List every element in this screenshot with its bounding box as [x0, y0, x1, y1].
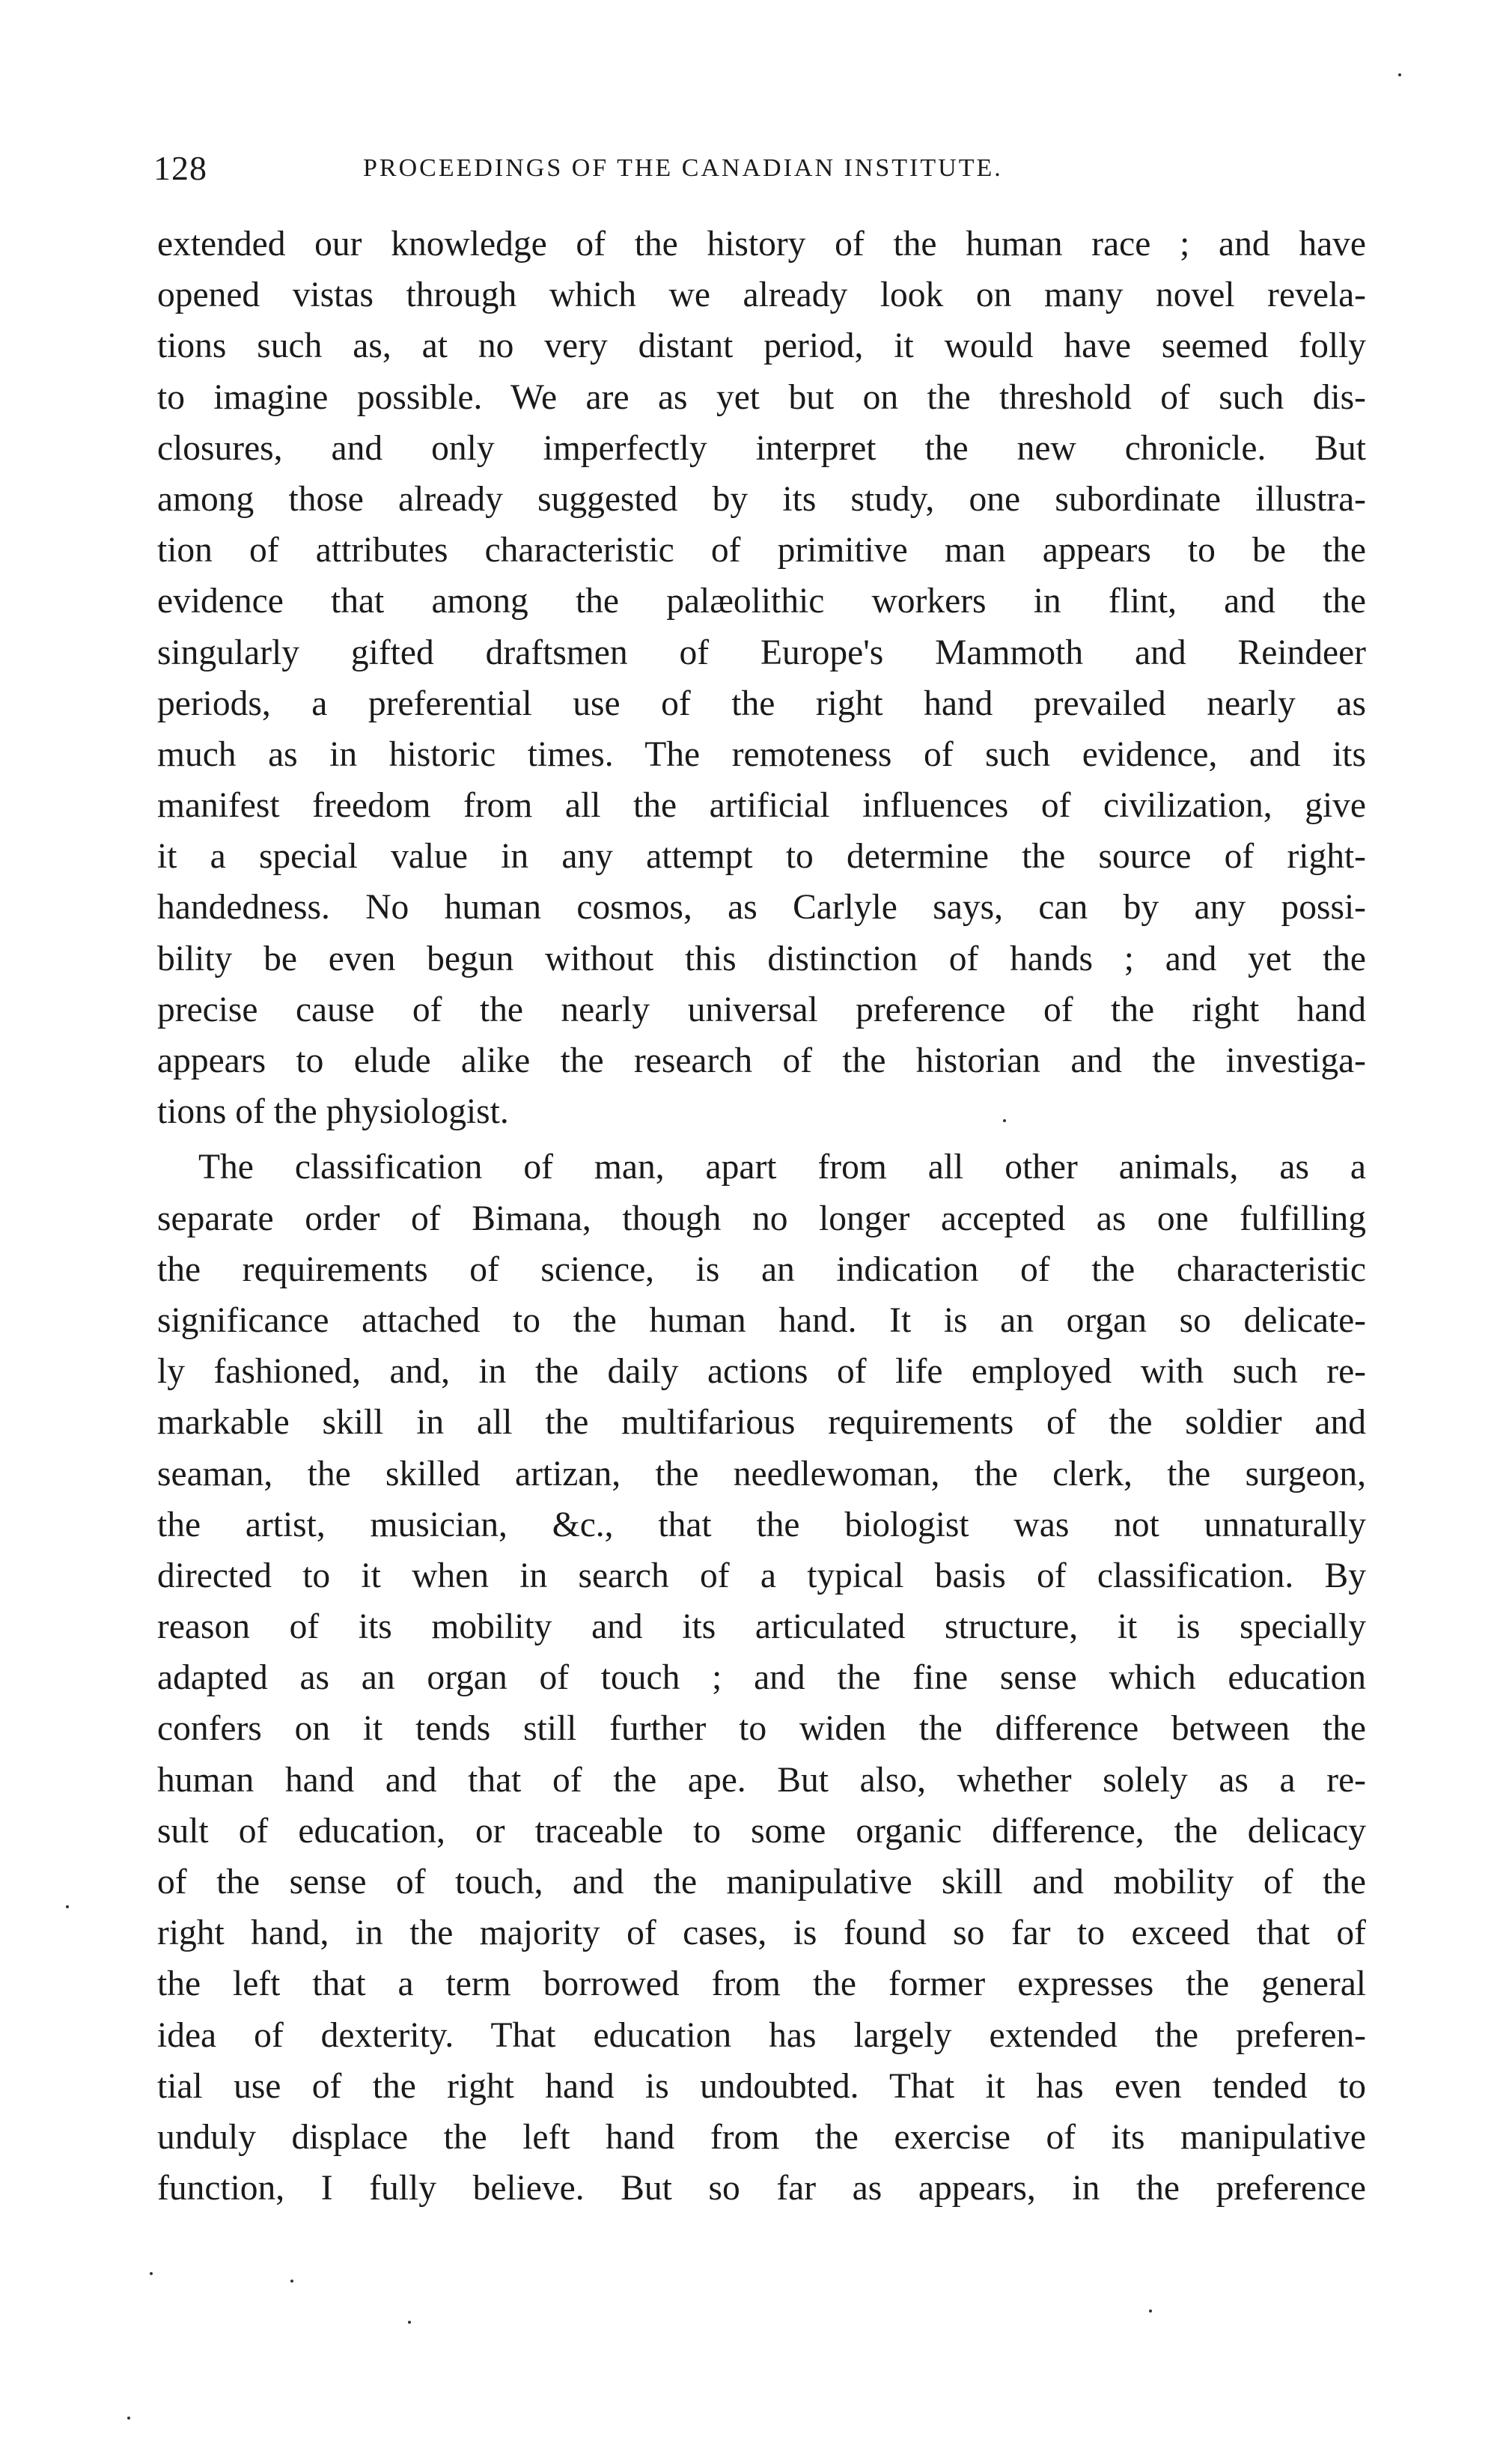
- text-line: unduly displace the left hand from the exercise of its manipulative: [157, 2117, 1366, 2157]
- scan-speck: [66, 1905, 69, 1908]
- text-line: bility be even begun without this distinction of hands ; and yet the: [157, 939, 1366, 978]
- paragraph-2: [157, 1142, 1366, 2214]
- text-line: adapted as an organ of touch ; and the fine sense which education: [157, 1658, 1366, 1698]
- text-line: extended our knowledge of the history of the human race ; and have: [157, 225, 1366, 264]
- text-line: confers on it tends still further to widen the difference between the: [157, 1709, 1366, 1749]
- text-line: seaman, the skilled artizan, the needlewoman, the clerk, the surgeon,: [157, 1454, 1366, 1494]
- text-line: among those already suggested by its study, one subordinate illustra-: [157, 479, 1366, 519]
- text-line: the artist, musician, &c., that the biologist was not unnaturally: [157, 1505, 1366, 1544]
- text-line: The classification of man, apart from all other animals, as a: [198, 1148, 1366, 1187]
- text-line: evidence that among the palæolithic workers in flint, and the: [157, 582, 1366, 621]
- text-line: tion of attributes characteristic of primitive man appears to be the: [157, 531, 1366, 570]
- text-line: closures, and only imperfectly interpret the new chronicle. But: [157, 428, 1366, 468]
- text-line: precise cause of the nearly universal preference of the right hand: [157, 990, 1366, 1029]
- running-head: [153, 142, 1366, 195]
- text-line: tial use of the right hand is undoubted. That it has even tended to: [157, 2066, 1366, 2106]
- text-line: much as in historic times. The remoteness of such evidence, and its: [157, 734, 1366, 774]
- scan-speck: [1149, 2310, 1152, 2313]
- text-line: idea of dexterity. That education has largely extended the preferen-: [157, 2015, 1366, 2055]
- paragraph-1: [157, 219, 1366, 1137]
- text-line: the requirements of science, is an indication of the characteristic: [157, 1249, 1366, 1289]
- text-line: markable skill in all the multifarious requirements of the soldier and: [157, 1403, 1366, 1443]
- text-line: tions of the physiologist.: [157, 1092, 509, 1132]
- scan-speck: [150, 2272, 153, 2275]
- text-line: to imagine possible. We are as yet but on the threshold of such dis-: [157, 377, 1366, 417]
- text-line: right hand, in the majority of cases, is found so far to exceed that of: [157, 1913, 1366, 1953]
- text-line: tions such as, at no very distant period, it would have seemed folly: [157, 326, 1366, 366]
- text-line: separate order of Bimana, though no longer accepted as one fulfilling: [157, 1199, 1366, 1238]
- text-line: of the sense of touch, and the manipulative skill and mobility of the: [157, 1863, 1366, 1902]
- journal-title: PROCEEDINGS OF THE CANADIAN INSTITUTE.: [363, 154, 1003, 182]
- text-line: handedness. No human cosmos, as Carlyle says, can by any possi-: [157, 888, 1366, 928]
- scan-speck: [290, 2280, 293, 2283]
- text-line: human hand and that of the ape. But also, whether solely as a re-: [157, 1760, 1366, 1800]
- scan-speck: [408, 2321, 411, 2324]
- text-line: the left that a term borrowed from the former expresses the general: [157, 1964, 1366, 2004]
- body-text: [157, 219, 1366, 2214]
- text-line: appears to elude alike the research of the historian and the investiga-: [157, 1041, 1366, 1080]
- scan-speck: [127, 2417, 130, 2420]
- text-line: sult of education, or traceable to some organic difference, the delicacy: [157, 1811, 1366, 1851]
- text-line: ly fashioned, and, in the daily actions of life employed with such re-: [157, 1352, 1366, 1392]
- text-line: manifest freedom from all the artificial influences of civilization, give: [157, 786, 1366, 826]
- text-line: periods, a preferential use of the right hand prevailed nearly as: [157, 683, 1366, 723]
- scan-speck: [1003, 1119, 1006, 1122]
- text-line: opened vistas through which we already look on many novel revela-: [157, 275, 1366, 315]
- text-line: significance attached to the human hand. It is an organ so delicate-: [157, 1300, 1366, 1340]
- scan-speck: [1398, 73, 1401, 76]
- text-line: reason of its mobility and its articulated structure, it is specially: [157, 1607, 1366, 1647]
- text-line: directed to it when in search of a typical basis of classification. By: [157, 1556, 1366, 1595]
- text-line: function, I fully believe. But so far as appears, in the preference: [157, 2169, 1366, 2208]
- text-line: it a special value in any attempt to determine the source of right-: [157, 837, 1366, 877]
- text-line: singularly gifted draftsmen of Europe's Mammoth and Reindeer: [157, 633, 1366, 672]
- page-number: 128: [153, 149, 207, 187]
